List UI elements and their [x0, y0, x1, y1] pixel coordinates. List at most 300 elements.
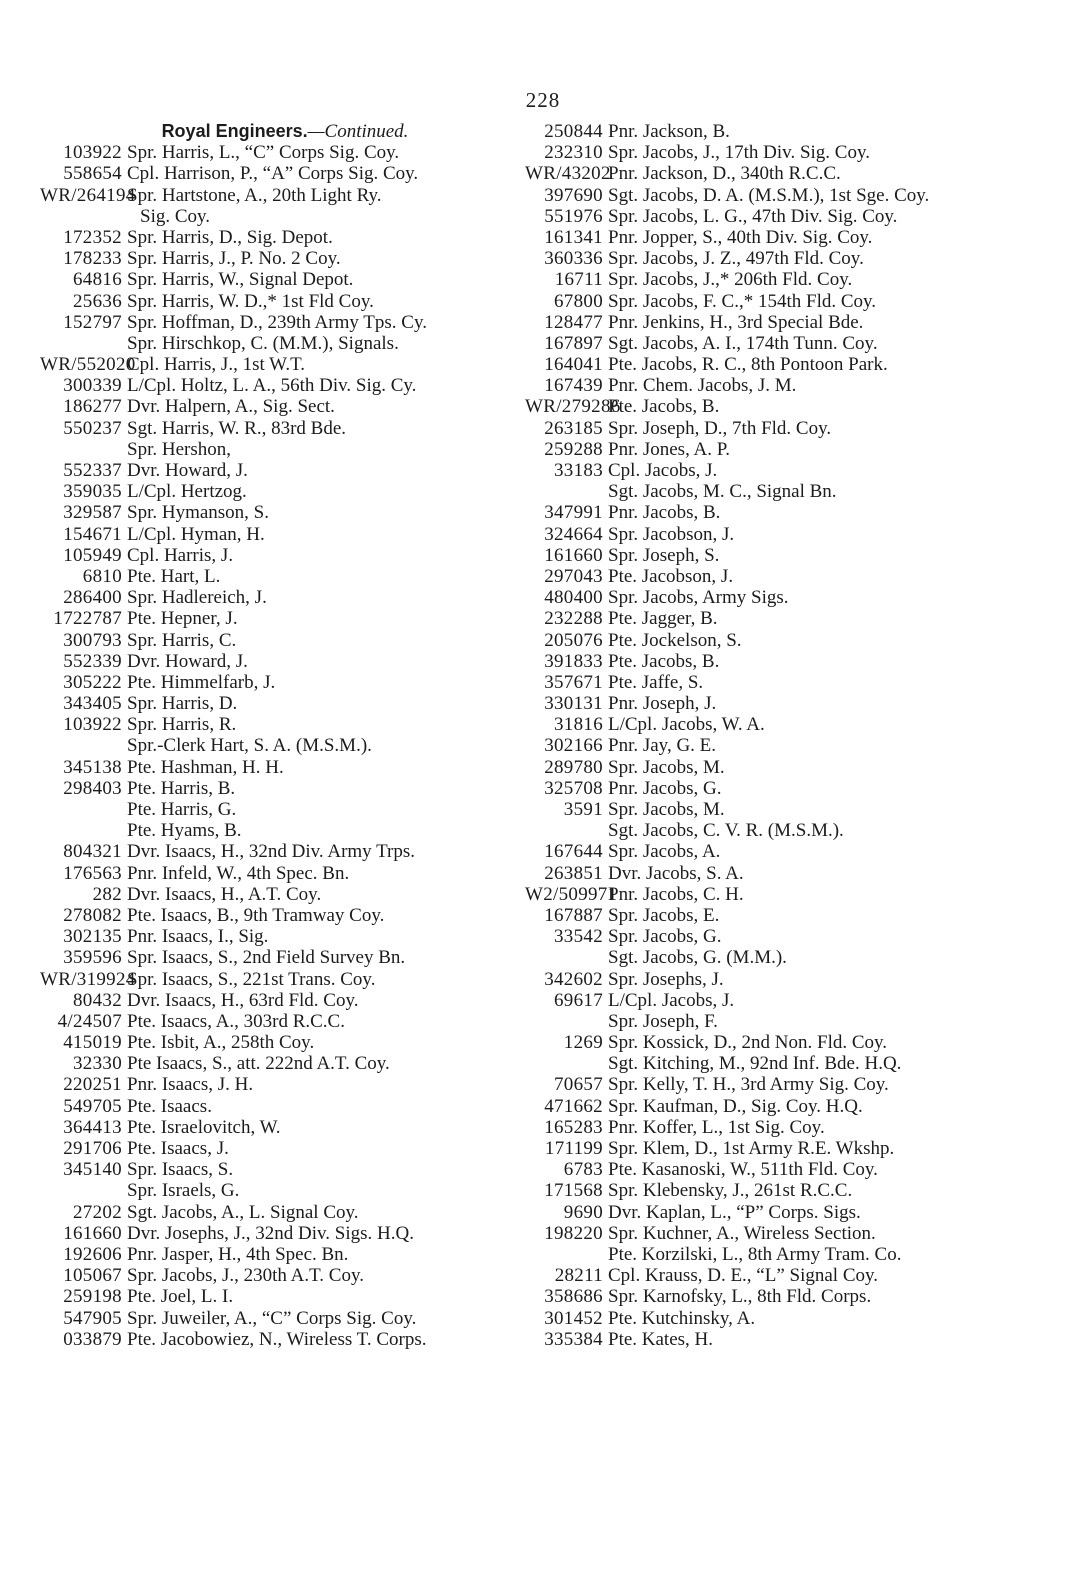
entry-text: Pnr. Isaacs, I., Sig.: [127, 926, 269, 948]
entry-text: Dvr. Howard, J.: [127, 460, 248, 481]
entry-text: Sgt. Harris, W. R., 83rd Bde.: [127, 417, 347, 439]
entry-row: [525, 354, 1060, 375]
entry-text: Pte. Hepner, J.: [127, 608, 238, 630]
entry-text: Spr. Israels, G.: [127, 1180, 240, 1202]
entry-text: Sgt. Jacobs, G. (M.M.).: [608, 947, 787, 969]
service-number: 357671: [544, 671, 603, 693]
entry-text: Dvr. Halpern, A., Sig. Sect.: [127, 396, 335, 418]
entry-row: [40, 1308, 530, 1329]
entry-row: [525, 1011, 1060, 1032]
entry-text: Spr. Hoffman, D., 239th Army Tps. Cy.: [127, 311, 427, 333]
entry-text: Pnr. Jones, A. P.: [608, 438, 730, 460]
service-number: 302135: [63, 926, 122, 948]
entry-text: Pnr. Chem. Jacobs, J. M.: [608, 375, 797, 397]
entry-row: [525, 1053, 1060, 1074]
service-number: 167887: [544, 904, 603, 926]
service-number: 415019: [63, 1032, 122, 1054]
entry-text: Sgt. Kitching, M., 92nd Inf. Bde. H.Q.: [608, 1053, 902, 1075]
service-number: 1722787: [53, 608, 122, 630]
entry-row: [40, 714, 530, 735]
entry-text: Spr. Hymanson, S.: [127, 502, 269, 524]
service-number: 345140: [63, 1159, 122, 1181]
entry-row: [525, 1074, 1060, 1095]
entry-row: [525, 757, 1060, 778]
entry-row: [525, 1096, 1060, 1117]
entry-text: Cpl. Harris, J.: [127, 544, 234, 566]
left-column: [40, 121, 530, 1350]
service-number: 259288: [544, 438, 603, 460]
service-number: 250844: [544, 121, 603, 142]
entry-row: [40, 947, 530, 968]
entry-text: Spr.-Clerk Hart, S. A. (M.S.M.).: [127, 735, 372, 757]
entry-text: Dvr. Jacobs, S. A.: [608, 862, 744, 884]
entry-text: Spr. Jacobs, Army Sigs.: [608, 587, 789, 609]
entry-text: Spr. Kuchner, A., Wireless Section.: [608, 1222, 876, 1244]
service-number: 220251: [63, 1074, 122, 1096]
service-number: 558654: [63, 163, 122, 185]
entry-row: [525, 248, 1060, 269]
entry-row: [525, 375, 1060, 396]
entry-row: [40, 439, 530, 460]
entry-text: Dvr. Isaacs, H., 32nd Div. Army Trps.: [127, 841, 415, 863]
entry-row: [40, 630, 530, 651]
service-number: 105949: [63, 544, 122, 566]
service-number: WR/264194: [40, 184, 136, 206]
entry-row: [40, 693, 530, 714]
entry-text: Pte. Isbit, A., 258th Coy.: [127, 1032, 315, 1054]
entry-row: [525, 608, 1060, 629]
entry-text: Pte. Kutchinsky, A.: [608, 1307, 756, 1329]
right-column: [525, 121, 1060, 1350]
entry-text: Pte. Jacobowiez, N., Wireless T. Corps.: [127, 1328, 427, 1350]
entry-text: Spr. Harris, L., “C” Corps Sig. Coy.: [127, 142, 400, 164]
service-number: 804321: [63, 841, 122, 863]
service-number: 6810: [82, 565, 122, 587]
entry-row: [40, 1074, 530, 1095]
entry-row: [40, 481, 530, 502]
entry-text: Spr. Jacobs, J.,* 206th Fld. Coy.: [608, 269, 853, 291]
entry-text: L/Cpl. Jacobs, W. A.: [608, 714, 765, 736]
entry-text: Spr. Kaufman, D., Sig. Coy. H.Q.: [608, 1095, 863, 1117]
entry-text: Spr. Isaacs, S.: [127, 1159, 234, 1181]
entry-text: Sgt. Jacobs, M. C., Signal Bn.: [608, 481, 837, 503]
service-number: 9690: [563, 1201, 603, 1223]
entry-text: Dvr. Howard, J.: [127, 650, 248, 672]
entry-text: Spr. Jacobs, A.: [608, 841, 721, 863]
entry-row: [40, 884, 530, 905]
entry-row: [525, 820, 1060, 841]
entry-row: [525, 693, 1060, 714]
entry-text: Spr. Joseph, D., 7th Fld. Coy.: [608, 417, 832, 439]
entry-text: Sgt. Jacobs, A. I., 174th Tunn. Coy.: [608, 332, 878, 354]
service-number: WR/43202: [525, 163, 611, 185]
entry-row: [40, 1096, 530, 1117]
entry-text: Pte. Harris, G.: [127, 799, 237, 820]
service-number: 161341: [544, 226, 603, 248]
entry-row: [525, 206, 1060, 227]
entry-text: L/Cpl. Holtz, L. A., 56th Div. Sig. Cy.: [127, 375, 417, 397]
service-number: 298403: [63, 777, 122, 799]
entry-row: [525, 1223, 1060, 1244]
entry-row: [40, 1202, 530, 1223]
entry-row: [525, 841, 1060, 862]
entry-row: [525, 926, 1060, 947]
service-number: 167439: [544, 375, 603, 397]
entry-row: [525, 651, 1060, 672]
entry-row: [40, 672, 530, 693]
service-number: 550237: [63, 417, 122, 439]
service-number: 69617: [554, 989, 603, 1011]
entry-row: [40, 608, 530, 629]
entry-text: Pnr. Infeld, W., 4th Spec. Bn.: [127, 862, 350, 884]
entry-row: [525, 227, 1060, 248]
service-number: 330131: [544, 693, 603, 715]
entry-text: Spr. Jacobs, G.: [608, 926, 722, 948]
entry-row: [40, 185, 530, 206]
entry-text: Spr. Jacobs, J., 230th A.T. Coy.: [127, 1265, 364, 1287]
service-number: 345138: [63, 756, 122, 778]
entry-row: [525, 1244, 1060, 1265]
entry-row: [40, 1244, 530, 1265]
entry-row: [40, 863, 530, 884]
service-number: 263185: [544, 417, 603, 439]
entry-row: [40, 778, 530, 799]
entry-text: Spr. Hartstone, A., 20th Light Ry.: [127, 184, 382, 206]
service-number: 33542: [554, 926, 603, 948]
entry-text: Spr. Jacobs, J. Z., 497th Fld. Coy.: [608, 248, 864, 270]
service-number: 67800: [554, 290, 603, 312]
entry-row: [525, 735, 1060, 756]
entry-row: [525, 863, 1060, 884]
service-number: 172352: [63, 226, 122, 248]
service-number: 4/24507: [57, 1010, 122, 1032]
entry-row: [40, 905, 530, 926]
entry-row: [525, 947, 1060, 968]
entry-row: [40, 163, 530, 184]
entry-row: [40, 545, 530, 566]
entry-text: Spr. Harris, D.: [127, 693, 238, 715]
entry-row: [525, 1117, 1060, 1138]
entry-text: Spr. Jacobs, M.: [608, 799, 725, 820]
entry-text: Dvr. Kaplan, L., “P” Corps. Sigs.: [608, 1201, 861, 1223]
service-number: 324664: [544, 523, 603, 545]
entry-text: Pte. Jacobs, B.: [608, 396, 720, 418]
entry-text: Pte. Kasanoski, W., 511th Fld. Coy.: [608, 1159, 878, 1181]
service-number: 325708: [544, 777, 603, 799]
service-number: 161660: [544, 544, 603, 566]
entry-text: Pte. Jacobson, J.: [608, 565, 734, 587]
entry-row: [40, 1159, 530, 1180]
entry-text: Pnr. Koffer, L., 1st Sig. Coy.: [608, 1116, 825, 1138]
service-number: 103922: [63, 142, 122, 164]
service-number: 289780: [544, 756, 603, 778]
service-number: 70657: [554, 1074, 603, 1096]
entry-row: [525, 1308, 1060, 1329]
entry-text: Spr. Klebensky, J., 261st R.C.C.: [608, 1180, 853, 1202]
entry-row: [40, 269, 530, 290]
entry-row: [40, 651, 530, 672]
service-number: 397690: [544, 184, 603, 206]
service-number: 176563: [63, 862, 122, 884]
entry-text: Spr. Hirschkop, C. (M.M.), Signals.: [127, 332, 399, 354]
service-number: 33183: [554, 460, 603, 481]
service-number: WR/279286: [525, 396, 621, 418]
service-number: 480400: [544, 587, 603, 609]
entry-text: Sgt. Jacobs, D. A. (M.S.M.), 1st Sge. Coy.: [608, 184, 930, 206]
entry-row: [525, 1159, 1060, 1180]
entry-row: [525, 1138, 1060, 1159]
entry-text: Spr. Kelly, T. H., 3rd Army Sig. Coy.: [608, 1074, 889, 1096]
service-number: 259198: [63, 1286, 122, 1308]
service-number: 278082: [63, 904, 122, 926]
left-entry-list: [40, 142, 530, 1350]
entry-row: [525, 481, 1060, 502]
service-number: 205076: [544, 629, 603, 651]
entry-text: Pte. Hashman, H. H.: [127, 756, 284, 778]
service-number: 297043: [544, 565, 603, 587]
service-number: 359596: [63, 947, 122, 969]
service-number: 165283: [544, 1116, 603, 1138]
service-number: 286400: [63, 587, 122, 609]
entry-text: Pte. Himmelfarb, J.: [127, 671, 276, 693]
service-number: 28211: [554, 1265, 603, 1287]
entry-row: [40, 799, 530, 820]
service-number: 291706: [63, 1138, 122, 1159]
entry-text: Pte. Jockelson, S.: [608, 629, 742, 651]
service-number: 552337: [63, 460, 122, 481]
entry-row: [40, 841, 530, 862]
entry-text: Pnr. Jopper, S., 40th Div. Sig. Coy.: [608, 226, 873, 248]
entry-row: [525, 884, 1060, 905]
service-number: 300793: [63, 629, 122, 651]
service-number: 358686: [544, 1286, 603, 1308]
entry-row: [525, 142, 1060, 163]
service-number: 198220: [544, 1222, 603, 1244]
entry-row: [525, 163, 1060, 184]
entry-text: Sgt. Jacobs, C. V. R. (M.S.M.).: [608, 820, 844, 842]
service-number: 302166: [544, 735, 603, 757]
service-number: 161660: [63, 1222, 122, 1244]
service-number: 16711: [554, 269, 603, 291]
service-number: 549705: [63, 1095, 122, 1117]
entry-row: [40, 291, 530, 312]
entry-text: Pte. Israelovitch, W.: [127, 1116, 281, 1138]
entry-text: Pnr. Isaacs, J. H.: [127, 1074, 254, 1096]
entry-row: [40, 757, 530, 778]
entry-text: Pte. Jagger, B.: [608, 608, 718, 630]
service-number: 164041: [544, 354, 603, 376]
service-number: 471662: [544, 1095, 603, 1117]
entry-text: Sig. Coy.: [140, 205, 211, 227]
entry-row: [40, 1011, 530, 1032]
entry-row: [40, 227, 530, 248]
service-number: 329587: [63, 502, 122, 524]
entry-text: Cpl. Harrison, P., “A” Corps Sig. Coy.: [127, 163, 419, 185]
entry-text: Pte. Isaacs, A., 303rd R.C.C.: [127, 1010, 345, 1032]
service-number: 32330: [73, 1053, 122, 1075]
entry-row: [40, 1053, 530, 1074]
entry-text: Sgt. Jacobs, A., L. Signal Coy.: [127, 1201, 359, 1223]
entry-row: [40, 248, 530, 269]
entry-row: [525, 714, 1060, 735]
entry-text: Dvr. Isaacs, H., 63rd Fld. Coy.: [127, 989, 359, 1011]
entry-text: Spr. Jacobs, E.: [608, 904, 720, 926]
entry-row: [40, 1223, 530, 1244]
service-number: 282: [92, 883, 122, 905]
service-number: 263851: [544, 862, 603, 884]
entry-row: [40, 990, 530, 1011]
entry-text: Pnr. Jackson, D., 340th R.C.C.: [608, 163, 841, 185]
entry-row: [525, 333, 1060, 354]
entry-row: [40, 969, 530, 990]
entry-row: [525, 990, 1060, 1011]
entry-text: Pte. Kates, H.: [608, 1328, 714, 1350]
entry-text: Spr. Harris, J., P. No. 2 Coy.: [127, 248, 341, 270]
service-number: 033879: [63, 1328, 122, 1350]
entry-text: Spr. Josephs, J.: [608, 968, 724, 990]
entry-text: Spr. Hadlereich, J.: [127, 587, 267, 609]
right-entry-list: [525, 121, 1060, 1350]
entry-row: [525, 1180, 1060, 1201]
entry-text: Spr. Joseph, S.: [608, 544, 720, 566]
service-number: 1269: [563, 1032, 603, 1054]
entry-text: Pte. Hyams, B.: [127, 820, 242, 842]
entry-text: Cpl. Krauss, D. E., “L” Signal Coy.: [608, 1265, 879, 1287]
service-number: 6783: [563, 1159, 603, 1181]
service-number: 167897: [544, 332, 603, 354]
service-number: 27202: [73, 1201, 122, 1223]
entry-row: [40, 1138, 530, 1159]
service-number: 347991: [544, 502, 603, 524]
section-heading-continued: —Continued.: [307, 121, 409, 142]
service-number: 80432: [73, 989, 122, 1011]
entry-row: [40, 502, 530, 523]
entry-text: Spr. Harris, R.: [127, 714, 237, 736]
entry-text: Pnr. Jay, G. E.: [608, 735, 717, 757]
entry-row: [40, 142, 530, 163]
entry-row: [525, 545, 1060, 566]
entry-row: [40, 524, 530, 545]
service-number: 360336: [544, 248, 603, 270]
entry-row: [525, 312, 1060, 333]
service-number: 31816: [554, 714, 603, 736]
service-number: 171199: [544, 1138, 603, 1159]
entry-row: [40, 206, 530, 227]
service-number: 391833: [544, 650, 603, 672]
entry-row: [40, 566, 530, 587]
entry-row: [525, 1202, 1060, 1223]
entry-text: Pte. Hart, L.: [127, 565, 221, 587]
service-number: 551976: [544, 205, 603, 227]
entry-text: Pnr. Jenkins, H., 3rd Special Bde.: [608, 311, 864, 333]
entry-text: Pte. Isaacs, J.: [127, 1138, 229, 1159]
service-number: 232310: [544, 142, 603, 164]
entry-row: [525, 502, 1060, 523]
service-number: 343405: [63, 693, 122, 715]
entry-row: [525, 418, 1060, 439]
entry-text: Spr. Jacobs, J., 17th Div. Sig. Coy.: [608, 142, 870, 164]
service-number: 3591: [563, 799, 603, 820]
service-number: 171568: [544, 1180, 603, 1202]
entry-row: [40, 1180, 530, 1201]
entry-row: [40, 1032, 530, 1053]
entry-text: Spr. Karnofsky, L., 8th Fld. Corps.: [608, 1286, 872, 1308]
entry-text: Pnr. Jasper, H., 4th Spec. Bn.: [127, 1243, 349, 1265]
entry-row: [40, 926, 530, 947]
entry-row: [525, 460, 1060, 481]
service-number: 547905: [63, 1307, 122, 1329]
entry-text: Spr. Kossick, D., 2nd Non. Fld. Coy.: [608, 1032, 888, 1054]
entry-text: Pte. Jacobs, B.: [608, 650, 720, 672]
service-number: 152797: [63, 311, 122, 333]
entry-row: [40, 735, 530, 756]
entry-text: Pnr. Joseph, J.: [608, 693, 717, 715]
entry-text: Spr. Isaacs, S., 221st Trans. Coy.: [127, 968, 376, 990]
entry-text: Spr. Hershon,: [127, 438, 231, 460]
entry-row: [525, 778, 1060, 799]
entry-text: Spr. Klem, D., 1st Army R.E. Wkshp.: [608, 1138, 895, 1159]
service-number: 335384: [544, 1328, 603, 1350]
entry-text: Dvr. Isaacs, H., A.T. Coy.: [127, 883, 322, 905]
service-number: 300339: [63, 375, 122, 397]
entry-row: [525, 799, 1060, 820]
service-number: 167644: [544, 841, 603, 863]
entry-row: [40, 1329, 530, 1350]
entry-text: Pnr. Jacobs, G.: [608, 777, 722, 799]
entry-row: [525, 396, 1060, 417]
entry-row: [40, 1265, 530, 1286]
entry-row: [525, 524, 1060, 545]
entry-text: L/Cpl. Jacobs, J.: [608, 989, 735, 1011]
entry-text: Pte. Harris, B.: [127, 777, 236, 799]
entry-row: [525, 1286, 1060, 1307]
entry-text: Cpl. Jacobs, J.: [608, 460, 718, 481]
service-number: 103922: [63, 714, 122, 736]
entry-text: Pte. Isaacs.: [127, 1095, 212, 1117]
service-number: 364413: [63, 1116, 122, 1138]
entry-row: [40, 396, 530, 417]
entry-row: [525, 1032, 1060, 1053]
service-number: 128477: [544, 311, 603, 333]
entry-text: Spr. Isaacs, S., 2nd Field Survey Bn.: [127, 947, 406, 969]
entry-text: Spr. Joseph, F.: [608, 1010, 718, 1032]
entry-row: [40, 460, 530, 481]
entry-text: Pte. Isaacs, B., 9th Tramway Coy.: [127, 904, 385, 926]
entry-row: [40, 375, 530, 396]
entry-text: Pte. Jacobs, R. C., 8th Pontoon Park.: [608, 354, 888, 376]
entry-row: [40, 587, 530, 608]
page-number: 228: [525, 88, 561, 112]
service-number: 154671: [63, 523, 122, 545]
service-number: 105067: [63, 1265, 122, 1287]
service-number: 186277: [63, 396, 122, 418]
entry-text: Spr. Harris, D., Sig. Depot.: [127, 226, 333, 248]
entry-text: Spr. Harris, W., Signal Depot.: [127, 269, 354, 291]
service-number: 552339: [63, 650, 122, 672]
service-number: 178233: [63, 248, 122, 270]
entry-row: [525, 969, 1060, 990]
service-number: 305222: [63, 671, 122, 693]
entry-row: [40, 820, 530, 841]
entry-row: [40, 418, 530, 439]
entry-text: Dvr. Josephs, J., 32nd Div. Sigs. H.Q.: [127, 1222, 414, 1244]
service-number: 359035: [63, 481, 122, 503]
entry-text: Pnr. Jacobs, C. H.: [608, 883, 744, 905]
service-number: W2/509971: [525, 883, 618, 905]
entry-row: [525, 905, 1060, 926]
entry-text: Spr. Jacobs, L. G., 47th Div. Sig. Coy.: [608, 205, 898, 227]
entry-text: Pte. Jaffe, S.: [608, 671, 704, 693]
